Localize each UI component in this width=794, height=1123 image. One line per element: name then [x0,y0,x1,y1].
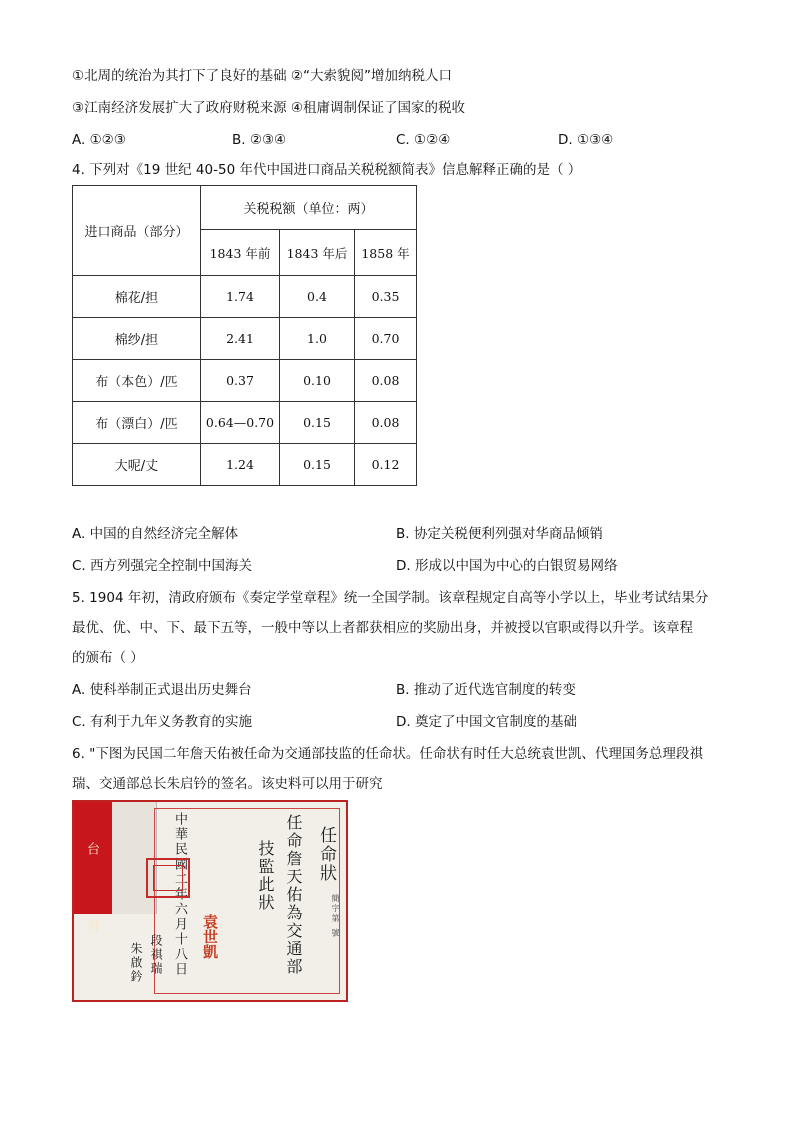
signature-yuan: 袁世凱 [201,914,219,959]
q3-choice-b: B. ②③④ [232,132,287,148]
q5-choice-a: A. 使科举制正式退出历史舞台 [72,682,252,698]
cert-title: 任命狀 [316,826,336,883]
red-seal [146,858,190,898]
table-col-header: 1843 年后 [280,230,355,276]
table-cell: 0.15 [280,444,355,486]
table-col-header: 1843 年前 [201,230,280,276]
tariff-table [72,185,417,486]
table-cell: 1.24 [201,444,280,486]
q3-choice-c: C. ①②④ [396,132,451,148]
table-row-header: 进口商品（部分） [73,186,201,276]
table-cell: 0.08 [355,360,417,402]
table-cell: 0.15 [280,402,355,444]
q5-stem-line1: 5. 1904 年初，清政府颁布《奏定学堂章程》统一全国学制。该章程规定自高等小学以上，毕业考试结果分 [72,590,709,606]
q3-options-line1: ①北周的统治为其打下了良好的基础 ②“大索貌阅”增加纳税人口 [72,68,452,84]
q6-stem-line1: 6. "下图为民国二年詹天佑被任命为交通部技监的任命状。任命状有时任大总统袁世凯、代理国务总理段祺 [72,746,703,762]
table-group-header: 关税税额（单位：两） [201,186,417,230]
signature-duan: 段祺瑞 [149,934,163,976]
table-cell: 1.74 [201,276,280,318]
q3-choice-a: A. ①②③ [72,132,126,148]
signature-zhu: 朱啟鈐 [129,942,143,984]
table-cell-item: 布（本色）/匹 [73,360,201,402]
q5-stem-line3: 的颁布（ ） [72,650,144,666]
table-row [73,444,417,486]
table-row [73,360,417,402]
cert-date: 中華民國二年六月十八日 [172,812,187,977]
q5-choice-b: B. 推动了近代选官制度的转变 [396,682,576,698]
q3-choice-d: D. ①③④ [558,132,614,148]
q5-choice-c: C. 有利于九年义务教育的实施 [72,714,253,730]
appointment-certificate-image [72,800,348,1002]
table-cell: 0.37 [201,360,280,402]
q3-options-line2: ③江南经济发展扩大了政府财税来源 ④租庸调制保证了国家的税收 [72,100,465,116]
table-col-header: 1858 年 [355,230,417,276]
q4-choice-b: B. 协定关税便利列强对华商品倾销 [396,526,603,542]
table-cell: 0.35 [355,276,417,318]
q4-choice-d: D. 形成以中国为中心的白银贸易网络 [396,558,618,574]
q5-stem-line2: 最优、优、中、下、最下五等，一般中等以上者都获相应的奖励出身，并被授以官职或得以升学。该章程 [72,620,693,636]
cert-number: 簡字第 號 [331,894,340,939]
q4-choice-c: C. 西方列强完全控制中国海关 [72,558,253,574]
table-row [73,276,417,318]
table-row [73,402,417,444]
q4-stem: 4. 下列对《19 世纪 40-50 年代中国进口商品关税税额简表》信息解释正确的是（ ） [72,162,582,178]
table-cell: 1.0 [280,318,355,360]
left-chars: 台 發 [84,842,99,963]
table-cell-item: 大呢/丈 [73,444,201,486]
q6-stem-line2: 瑞、交通部总长朱启钤的签名。该史料可以用于研究 [72,776,383,792]
table-cell: 0.64—0.70 [201,402,280,444]
table-cell-item: 棉纱/担 [73,318,201,360]
table-cell-item: 棉花/担 [73,276,201,318]
q4-choice-a: A. 中国的自然经济完全解体 [72,526,239,542]
cert-text-post: 技監此狀 [256,840,275,912]
table-cell: 0.4 [280,276,355,318]
table-cell: 2.41 [201,318,280,360]
table-cell: 0.12 [355,444,417,486]
table-cell: 0.10 [280,360,355,402]
cert-text-main: 任命詹天佑為交通部 [284,814,303,976]
table-cell: 0.70 [355,318,417,360]
q5-choice-d: D. 奠定了中国文官制度的基础 [396,714,577,730]
table-cell: 0.08 [355,402,417,444]
table-cell-item: 布（漂白）/匹 [73,402,201,444]
table-row [73,318,417,360]
